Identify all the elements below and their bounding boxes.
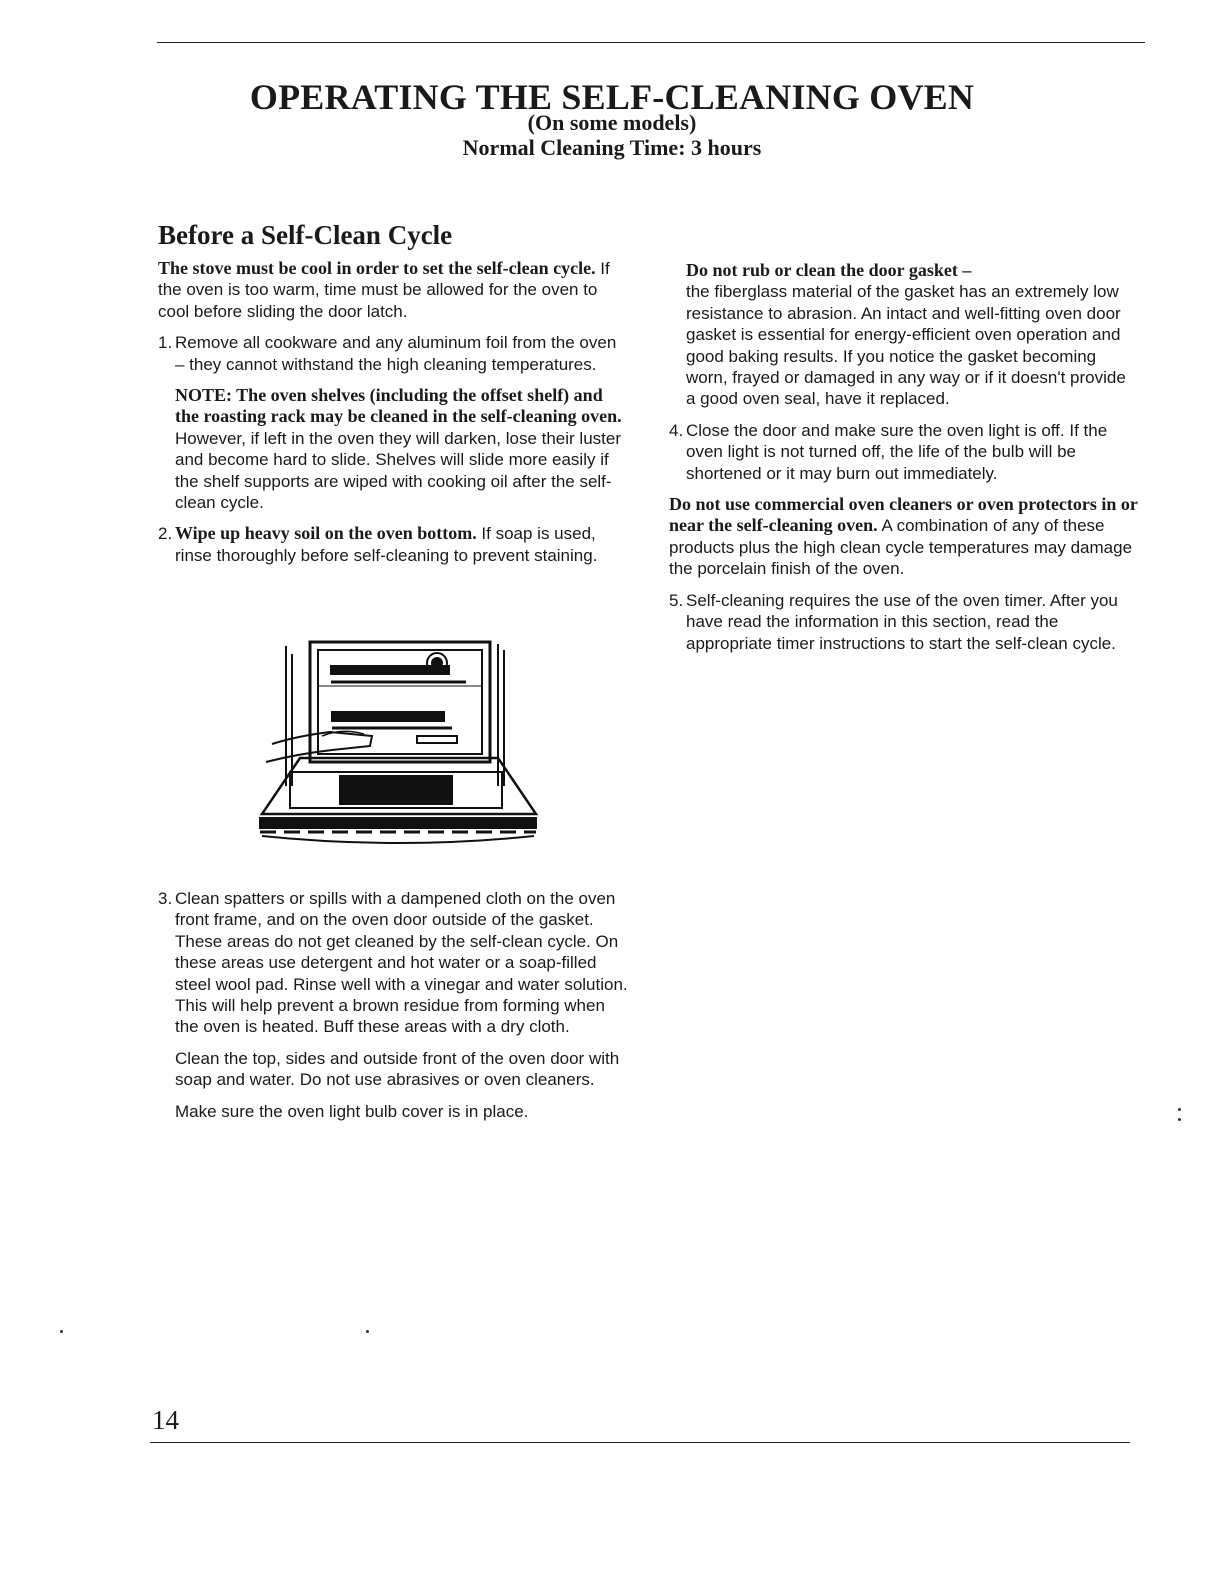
gasket-warning: [669, 260, 1139, 410]
page-number: 14: [152, 1405, 179, 1435]
item2-text: If soap is used, rinse thoroughly before self-cleaning to prevent staining.: [175, 524, 598, 565]
page-title: OPERATING THE SELF-CLEANING OVEN: [249, 77, 975, 117]
scan-speck: [366, 1330, 369, 1333]
section-heading: Before a Self-Clean Cycle: [158, 220, 453, 250]
left-column: [158, 258, 628, 576]
cleaners-text: A combination of any of these products plus the high clean cycle temperatures may damage the porcelain finish of the oven.: [669, 516, 1133, 579]
scan-speck: [1178, 1118, 1181, 1121]
page-subtitle: (On some models): [527, 110, 697, 135]
left-column-lower: [158, 888, 628, 1132]
list-item-5: [669, 590, 1139, 654]
note-bold: NOTE: The oven shelves (including the offset shelf) and the roasting rack may be cleaned in the self-cleaning oven.: [175, 385, 622, 427]
cleaners-warning: [669, 494, 1139, 580]
top-rule: [157, 42, 1145, 43]
item3-paragraph-2: Clean the top, sides and outside front of the oven door with soap and water. Do not use abrasives or oven cleaners.: [175, 1048, 620, 1090]
item2-bold: Wipe up heavy soil on the oven bottom.: [175, 523, 477, 544]
gasket-bold: Do not rub or clean the door gasket –: [686, 260, 972, 280]
intro-text: If the oven is too warm, time must be allowed for the oven to cool before sliding the door latch.: [158, 259, 610, 321]
list-item-3: [158, 888, 628, 1122]
item1-text: Remove all cookware and any aluminum foil from the oven – they cannot withstand the high cleaning temperatures.: [175, 333, 617, 374]
intro-bold: The stove must be cool in order to set the self-clean cycle.: [158, 258, 596, 278]
item4-text: Close the door and make sure the oven light is off. If the oven light is not turned off, the life of the bulb will be shortened or it may burn out immediately.: [686, 420, 1108, 483]
item-number: 4.: [669, 420, 684, 440]
item-number: 5.: [669, 590, 684, 610]
list-item-2: [158, 523, 628, 566]
item5-text: Self-cleaning requires the use of the oven timer. After you have read the information in this section, read the appropriate timer instructions to start the self-clean cycle.: [686, 590, 1118, 653]
item3-paragraph-3: Make sure the oven light bulb cover is in place.: [175, 1101, 529, 1121]
gasket-text: the fiberglass material of the gasket has an extremely low resistance to abrasion. An intact and well-fitting oven door gasket is essential for energy-efficient oven operation and good baking results. If you notice the gasket becoming worn, frayed or damaged in any way or if it doesn't provide a good oven seal, have it replaced.: [686, 282, 1126, 409]
item-number: 1.: [158, 333, 173, 353]
note-text: However, if left in the oven they will darken, lose their luster and become hard to slide. Shelves will slide more easily if the shelf supports are wiped with cooking oil after the self-clean cycle.: [175, 428, 621, 513]
note-paragraph: [175, 385, 628, 513]
scan-speck: [60, 1330, 63, 1333]
oven-cleaning-illustration: [252, 636, 544, 854]
scan-speck: [1178, 1108, 1181, 1111]
bottom-rule: [150, 1442, 1130, 1443]
item-number: 2.: [158, 524, 173, 544]
intro-paragraph: [158, 258, 628, 322]
item3-text: Clean spatters or spills with a dampened cloth on the oven front frame, and on the oven door outside of the gasket. These areas do not get cleaned by the self-clean cycle. On these areas use detergent and hot water or a soap-filled steel wool pad. Rinse well with a vinegar and water solution. This will help prevent a brown residue from forming when the oven is heated. Buff these areas with a dry cloth.: [175, 889, 628, 1037]
list-item-1: [158, 332, 628, 513]
list-item-4: [669, 420, 1139, 484]
right-column: [669, 260, 1139, 664]
cleaning-time: Normal Cleaning Time: 3 hours: [462, 135, 762, 160]
cleaners-bold: Do not use commercial oven cleaners or oven protectors in or near the self-cleaning oven.: [669, 494, 1138, 536]
item-number: 3.: [158, 889, 173, 908]
